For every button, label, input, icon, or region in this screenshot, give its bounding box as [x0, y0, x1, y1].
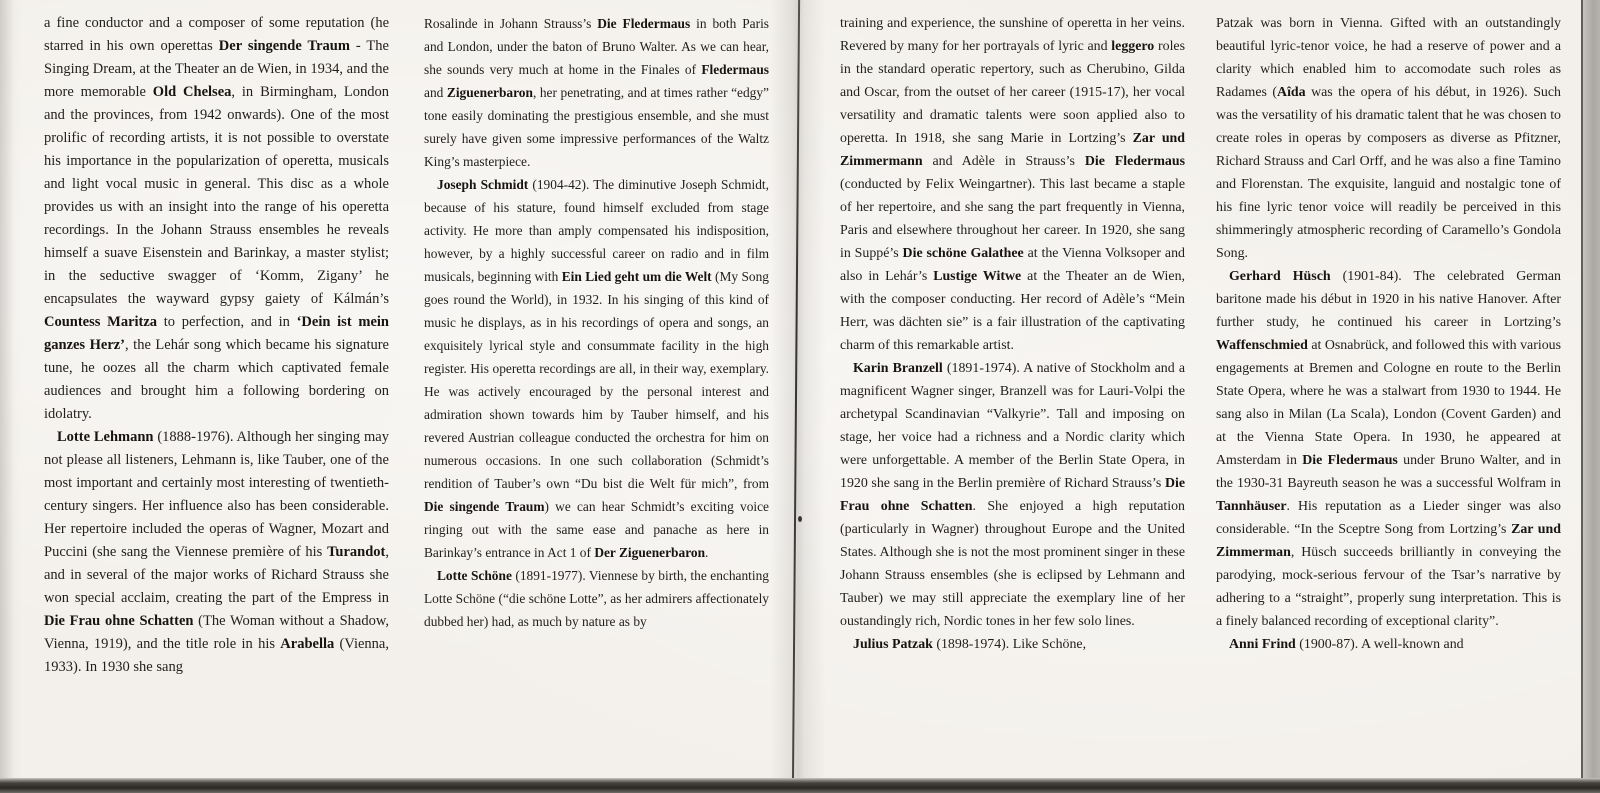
- bold-text-run: Aîda: [1277, 85, 1306, 100]
- bold-text-run: Turandot: [327, 544, 386, 560]
- bold-text-run: Anni Frind: [1229, 637, 1296, 652]
- text-column-2: [424, 12, 769, 784]
- text-run: under Bruno Walter, and in the 1930-31 Bayreuth season he was a successful Wolfram in: [1216, 453, 1561, 491]
- text-run: .: [705, 545, 709, 560]
- text-run: (1898-1974). Like Schöne,: [932, 637, 1087, 652]
- text-column-3: [840, 12, 1185, 784]
- bold-text-run: Julius Patzak: [853, 637, 933, 652]
- paragraph: [1216, 265, 1561, 633]
- text-run: at Osnabrück, and followed this with various engagements at Bremen and Cologne en route to the Berlin State Opera, where he was a stalwart from 1930 to 1944. He sang also in Milan (La Scala), London (Covent Garden) and at the Vienna State Opera. In 1930, he appeared at Amsterdam in: [1216, 338, 1561, 468]
- bold-text-run: Arabella: [280, 636, 335, 652]
- bold-text-run: Die singende Traum: [424, 499, 545, 514]
- bold-text-run: Zar und Zimmerman: [1216, 522, 1561, 560]
- text-run: to perfection, and in: [157, 314, 297, 330]
- text-run: (1888-1976). Although her singing may not please all listeners, Lehmann is, like Tauber, one of the most important and certainly most interesting of twentieth-century singers. Her influence also has been considerable. Her repertoire included the operas of Wagner, Mozart and Puccini (she sang the Viennese première of his: [44, 429, 389, 560]
- text-run: (1891-1974). A native of Stockholm and a magnificent Wagner singer, Branzell was for Lauri-Volpi the archetypal Scandinavian “Valkyrie”. Tall and imposing on stage, her voice had a richness and a Nordic clarity which were unforgettable. A member of the Berlin State Opera, in 1920 she sang in the Berlin première of Richard Strauss’s: [840, 361, 1185, 491]
- text-run: (My Song goes round the World), in 1932. In his singing of this kind of music he displays, as in his recordings of opera and songs, an exquisitely lyrical style and consummate facility in the high register. His operetta recordings are all, in their way, exemplary. He was actively encouraged by the personal interest and admiration shown towards him by Tauber himself, and his revered Austrian colleague conducted the orchestra for him on numerous occasions. In one such collaboration (Schmidt’s rendition of Tauber’s own “Du bist die Welt für mich”, from: [424, 269, 769, 491]
- page-edge-right: [1581, 0, 1600, 793]
- text-run: , her penetrating, and at times rather “edgy” tone easily dominating the prestigious ensemble, and she must surely have given some impressive performances of the Waltz King’s masterpiece.: [424, 85, 769, 169]
- text-run: , in Birmingham, London and the provinces, from 1942 onwards). One of the most prolific of recording artists, it is not possible to overstate his importance in the popularization of operetta, musicals and light vocal music in general. This disc as a whole provides us with an insight into the range of his operetta recordings. In the Johann Strauss ensembles he reveals himself a suave Eisenstein and Barinkay, a master stylist; in the seductive swagger of ‘Komm, Zigany’ he encapsulates the wayward gypsy gaiety of Kálmán’s: [44, 84, 389, 307]
- bold-text-run: Die Fledermaus: [597, 16, 691, 31]
- text-run: in both Paris and London, under the baton of Bruno Walter. As we can hear, she sounds very much at home in the Finales of: [424, 16, 769, 77]
- bold-text-run: Die Frau ohne Schatten: [840, 476, 1185, 514]
- paragraph: [1216, 633, 1561, 656]
- text-run: training and experience, the sunshine of operetta in her veins. Revered by many for her portrayals of lyric and: [840, 16, 1185, 54]
- text-run: - The Singing Dream, at the Theater an de Wien, in 1934, and the more memorable: [44, 38, 389, 100]
- bold-text-run: Lustige Witwe: [933, 269, 1022, 284]
- bold-text-run: Waffenschmied: [1216, 338, 1308, 353]
- bold-text-run: Die Frau ohne Schatten: [44, 613, 194, 629]
- bold-text-run: ‘Dein ist mein ganzes Herz’: [44, 314, 389, 353]
- bold-text-run: Ein Lied geht um die Welt: [561, 269, 712, 284]
- bold-text-run: Gerhard Hüsch: [1229, 269, 1331, 284]
- bold-text-run: Fledermaus: [701, 62, 769, 77]
- text-run: , and in several of the major works of Richard Strauss she won special acclaim, creating the part of the Empress in: [44, 544, 389, 606]
- text-column-1: [44, 12, 389, 784]
- text-run: . She enjoyed a high reputation (particularly in Wagner) throughout Europe and the United States. Although she is not the most prominent singer in these Johann Strauss ensembles (she is eclipsed by Lehmann and Tauber) we may still appreciate the exemplary line of her oustandingly rich, Nordic tones in her few solo lines.: [840, 499, 1185, 629]
- text-run: and Adèle in Strauss’s: [922, 154, 1085, 169]
- bold-text-run: Die Fledermaus: [1084, 154, 1185, 169]
- paragraph: [1216, 12, 1561, 265]
- text-run: (1900-87). A well-known and: [1295, 637, 1464, 652]
- bold-text-run: Karin Branzell: [853, 361, 943, 376]
- scan-left-shadow: [0, 0, 14, 793]
- bold-text-run: Joseph Schmidt: [437, 177, 529, 192]
- bold-text-run: Die Fledermaus: [1302, 453, 1398, 468]
- paragraph: [44, 12, 389, 426]
- paragraph: [840, 12, 1185, 357]
- text-run: (1904-42). The diminutive Joseph Schmidt, because of his stature, found himself excluded from stage activity. He more than amply compensated his indisposition, however, by a highly successful career on radio and in film musicals, beginning with: [424, 177, 769, 284]
- bold-text-run: Ziguenerbaron: [446, 85, 533, 100]
- text-run: (Vienna, 1933). In 1930 she sang: [44, 636, 389, 675]
- text-run: Patzak was born in Vienna. Gifted with an outstandingly beautiful lyric-tenor voice, he had a reserve of power and a clarity which enabled him to accomodate such roles as Radames (: [1216, 16, 1561, 100]
- text-run: Rosalinde in Johann Strauss’s: [424, 16, 598, 31]
- text-run: and: [424, 85, 447, 100]
- text-column-4: [1216, 12, 1561, 784]
- text-run: (1901-84). The celebrated German baritone made his début in 1920 in his native Hanover. After further study, he continued his career in Lortzing’s: [1216, 269, 1561, 330]
- bold-text-run: Zar und Zimmermann: [840, 131, 1185, 169]
- bold-text-run: Countess Maritza: [44, 314, 158, 330]
- paragraph: [424, 564, 769, 633]
- bold-text-run: leggero: [1111, 39, 1155, 54]
- text-run: ) we can hear Schmidt’s exciting voice ringing out with the same ease and panache as here in Barinkay’s entrance in Act 1 of: [424, 499, 769, 560]
- bold-text-run: Der singende Traum: [218, 38, 350, 54]
- bold-text-run: Old Chelsea: [152, 84, 232, 100]
- text-run: (The Woman without a Shadow, Vienna, 1919), and the title role in his: [44, 613, 389, 652]
- text-run: was the opera of his début, in 1926). Such was the versatility of his dramatic talent that he was chosen to create roles in operas by composers as diverse as Pfitzner, Richard Strauss and Carl Orff, and he was also a fine Tamino and Florenstan. The exquisite, languid and nostalgic tone of his fine lyric tenor voice will readily be perceived in this shimmeringly atmospheric recording of Caramello’s Gondola Song.: [1216, 85, 1561, 261]
- text-run: . His reputation as a Lieder singer was also considerable. “In the Sceptre Song from Lortzing’s: [1216, 499, 1561, 537]
- text-run: roles in the standard operatic repertory, such as Cherubino, Gilda and Oscar, from the outset of her career (1915-17), her vocal versatility and dramatic talents were soon applied also to operetta. In 1918, she sang Marie in Lortzing’s: [840, 39, 1185, 146]
- text-run: at the Theater an de Wien, with the composer conducting. Her record of Adèle’s “Mein Herr, was dächten sie” is a fair illustration of the captivating charm of this remarkable artist.: [840, 269, 1185, 353]
- bold-text-run: Lotte Schöne: [437, 568, 512, 583]
- paragraph: [424, 12, 769, 173]
- fold-speck: [798, 516, 802, 522]
- bold-text-run: Der Ziguenerbaron: [594, 545, 706, 560]
- text-run: a fine conductor and a composer of some reputation (he starred in his own operettas: [44, 15, 389, 54]
- paragraph: [840, 633, 1185, 656]
- text-run: at the Vienna Volksoper and also in Lehár’s: [840, 246, 1185, 284]
- text-run: (1891-1977). Viennese by birth, the enchanting Lotte Schöne (“die schöne Lotte”, as her admirers affectionately dubbed her) had, as much by nature as by: [424, 568, 769, 629]
- paragraph: [840, 357, 1185, 633]
- scan-bottom-edge: [0, 778, 1600, 793]
- text-run: (conducted by Felix Weingartner). This last became a staple of her repertoire, and she sang the part frequently in Vienna, Paris and elsewhere throughout her career. In 1920, she sang in Suppé’s: [840, 177, 1185, 261]
- paragraph: [424, 173, 769, 564]
- bold-text-run: Tannhäuser: [1216, 499, 1287, 514]
- paragraph: [44, 426, 389, 679]
- text-run: , Hüsch succeeds brilliantly in conveying the parodying, mock-serious fervour of the Tsar’s narrative by adhering to a “straight”, properly sung interpretation. This is a finely balanced recording of exceptional clarity”.: [1216, 545, 1561, 629]
- bold-text-run: Lotte Lehmann: [57, 429, 154, 445]
- bold-text-run: Die schöne Galathee: [902, 246, 1024, 261]
- text-run: , the Lehár song which became his signature tune, he oozes all the charm which captivated female audiences and brought him a following bordering on idolatry.: [44, 337, 389, 422]
